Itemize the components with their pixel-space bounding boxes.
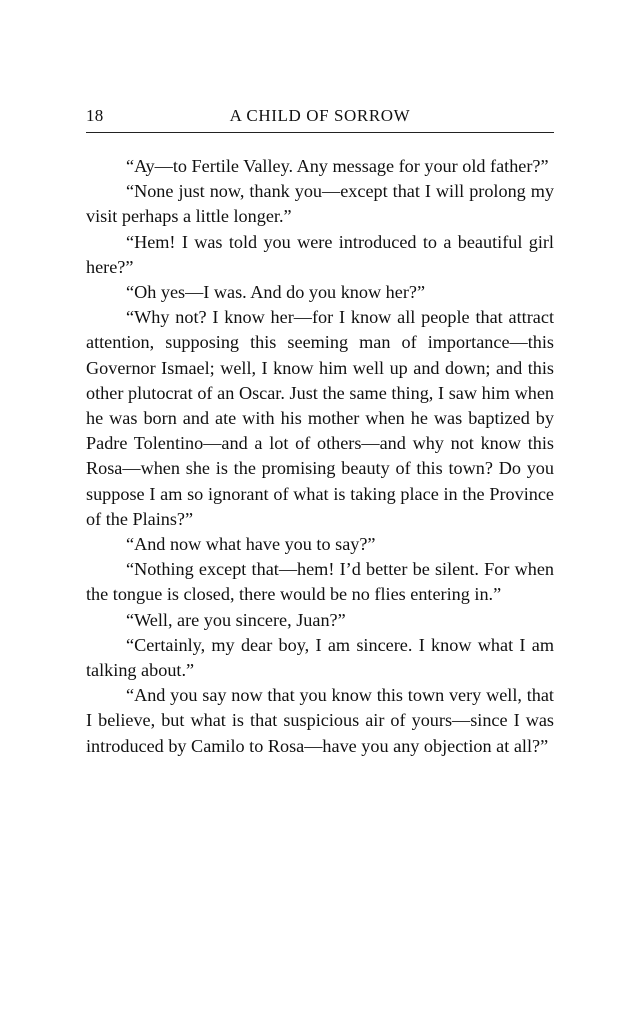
paragraph-8: “Well, are you sincere, Juan?” [126,609,346,630]
paragraph-2: “None just now, thank you—except that I will prolong my visit perhaps a little longer.” [86,181,554,227]
paragraph-7: “Nothing except that—hem! I’d better be silent. For when the tongue is closed, there would be no flies entering in.” [86,559,554,605]
header-rule [86,132,554,133]
paragraph-6: “And now what have you to say?” [126,534,376,555]
paragraph-5: “Why not? I know her—for I know all people that attract attention, supposing this seeming man of importance—this Governor Ismael; well, I know him well up and down; and this other plutocrat of an Oscar. Just the same thing, I saw him when he was born and ate with his mother when he was baptized by Padre Tolentino—and a lot of others—and why not know this Rosa—when she is the promising beauty of this town? Do you suppose I am so ignorant of what is taking place in the Province of the Plains?” [86,307,554,529]
running-title: A CHILD OF SORROW [229,106,411,125]
page-header [86,104,554,128]
paragraph-10: “And you say now that you know this town very well, that I believe, but what is that suspicious air of yours—since I was introduced by Camilo to Rosa—have you any objection at all?” [86,685,554,756]
paragraph-3: “Hem! I was told you were introduced to a beautiful girl here?” [86,231,554,277]
body-text [86,154,554,759]
page-number: 18 [86,106,104,125]
paragraph-4: “Oh yes—I was. And do you know her?” [126,282,426,303]
paragraph-9: “Certainly, my dear boy, I am sincere. I know what I am talking about.” [86,634,554,681]
paragraph-1: “Ay—to Fertile Valley. Any message for your old father?” [126,156,549,176]
book-page [86,104,554,756]
